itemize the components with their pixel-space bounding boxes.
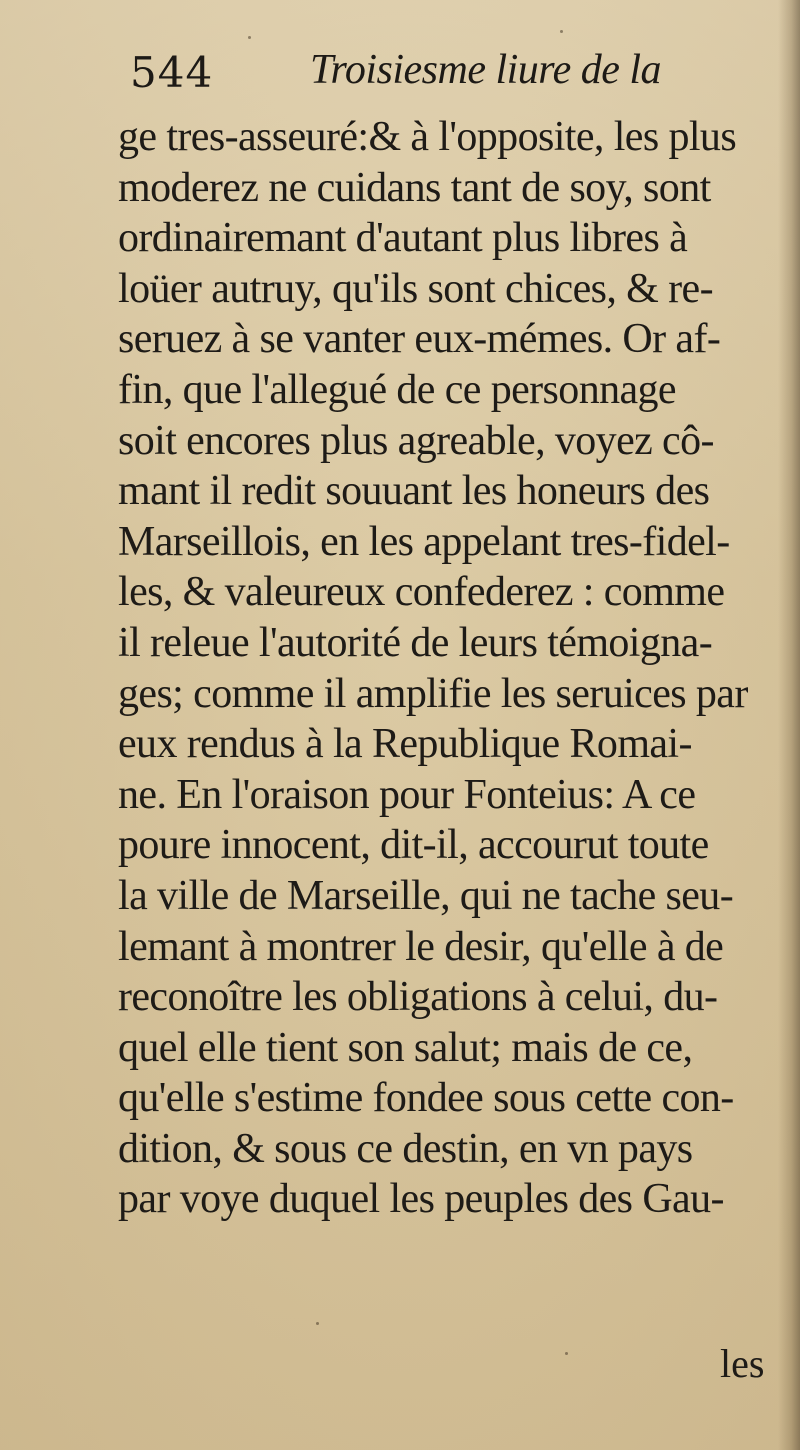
- text-line: fin, que l'allegué de ce personnage: [118, 366, 676, 413]
- text-line: ge tres-asseuré:& à l'opposite, les plus: [118, 114, 737, 160]
- paper-speck: [565, 1352, 568, 1355]
- text-line: loüer autruy, qu'ils sont chices, & re-: [118, 265, 713, 312]
- text-line: mant il redit souuant les honeurs des: [118, 468, 710, 515]
- text-line: qu'elle s'estime fondee sous cette con-: [118, 1075, 734, 1122]
- running-head: Troisiesme liure de la: [310, 47, 662, 93]
- text-line: les, & valeureux confederez : comme: [118, 569, 725, 616]
- text-line: la ville de Marseille, qui ne tache seu-: [118, 872, 734, 919]
- body-text: [118, 112, 798, 1225]
- text-line: eux rendus à la Republique Romai-: [118, 721, 692, 768]
- text-line: moderez ne cuidans tant de soy, sont: [118, 164, 711, 211]
- text-line: reconoître les obligations à celui, du-: [118, 974, 718, 1021]
- text-line: Marseillois, en les appelant tres-fidel-: [118, 518, 730, 565]
- text-line: ordinairemant d'autant plus libres à: [118, 215, 688, 262]
- page-header: [130, 40, 690, 110]
- text-line: par voye duquel les peuples des Gau-: [118, 1176, 724, 1223]
- paper-speck: [248, 36, 251, 39]
- text-line: seruez à se vanter eux-mémes. Or af-: [118, 316, 721, 363]
- page-number: 544: [130, 48, 214, 97]
- text-line: dition, & sous ce destin, en vn pays: [118, 1125, 693, 1172]
- paper-speck: [560, 30, 563, 33]
- text-line: quel elle tient son salut; mais de ce,: [118, 1024, 693, 1071]
- text-line: lemant à montrer le desir, qu'elle à de: [118, 923, 724, 970]
- text-line: ges; comme il amplifie les seruices par: [118, 670, 748, 717]
- text-line: poure innocent, dit-il, accourut toute: [118, 822, 709, 869]
- text-line: ne. En l'oraison pour Fonteius: A ce: [118, 771, 696, 818]
- text-line: il releue l'autorité de leurs témoigna-: [118, 619, 713, 666]
- paper-speck: [316, 1322, 319, 1325]
- catchword: les: [720, 1341, 765, 1386]
- text-line: soit encores plus agreable, voyez cô-: [118, 417, 714, 464]
